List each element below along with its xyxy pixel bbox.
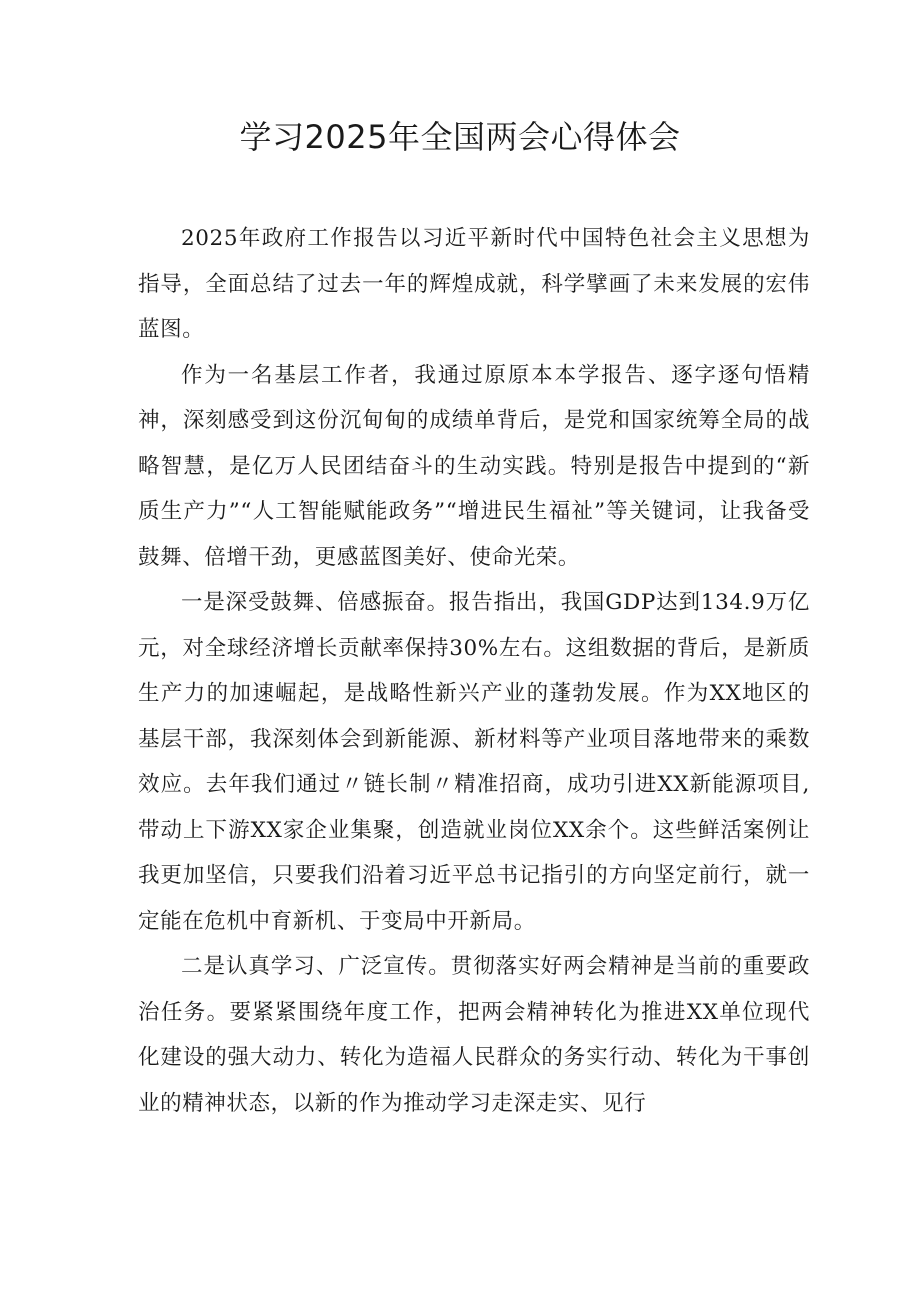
document-title: 学习2025年全国两会心得体会 (239, 118, 681, 156)
paragraph-reflection: 作为一名基层工作者，我通过原原本本学报告、逐字逐句悟精神，深刻感受到这份沉甸甸的成绩单背后，是党和国家统筹全局的战略智慧，是亿万人民团结奋斗的生动实践。特别是报告中提到的“新质生产力”“人工智能赋能政务”“增进民生福祉”等关键词，让我备受鼓舞、倍增干劲，更感蓝图美好、使命光荣。 (138, 362, 810, 570)
paragraph-point-one: 一是深受鼓舞、倍感振奋。报告指出，我国GDP达到134.9万亿元，对全球经济增长贡献率保持30%左右。这组数据的背后，是新质生产力的加速崛起，是战略性新兴产业的蓬勃发展。作为XX地区的基层干部，我深刻体会到新能源、新材料等产业项目落地带来的乘数效应。去年我们通过〃链长制〃精准招商，成功引进XX新能源项目,带动上下游XX家企业集聚，创造就业岗位XX余个。这些鲜活案例让我更加坚信，只要我们沿着习近平总书记指引的方向坚定前行，就一定能在危机中育新机、于变局中开新局。 (138, 590, 810, 934)
paragraph-point-two: 二是认真学习、广泛宣传。贯彻落实好两会精神是当前的重要政治任务。要紧紧围绕年度工作，把两会精神转化为推进XX单位现代化建设的强大动力、转化为造福人民群众的务实行动、转化为干事创业的精神状态，以新的作为推动学习走深走实、见行 (138, 954, 810, 1116)
document-body (138, 216, 810, 1126)
paragraph-intro: 2025年政府工作报告以习近平新时代中国特色社会主义思想为指导，全面总结了过去一年的辉煌成就，科学擘画了未来发展的宏伟蓝图。 (138, 226, 810, 342)
